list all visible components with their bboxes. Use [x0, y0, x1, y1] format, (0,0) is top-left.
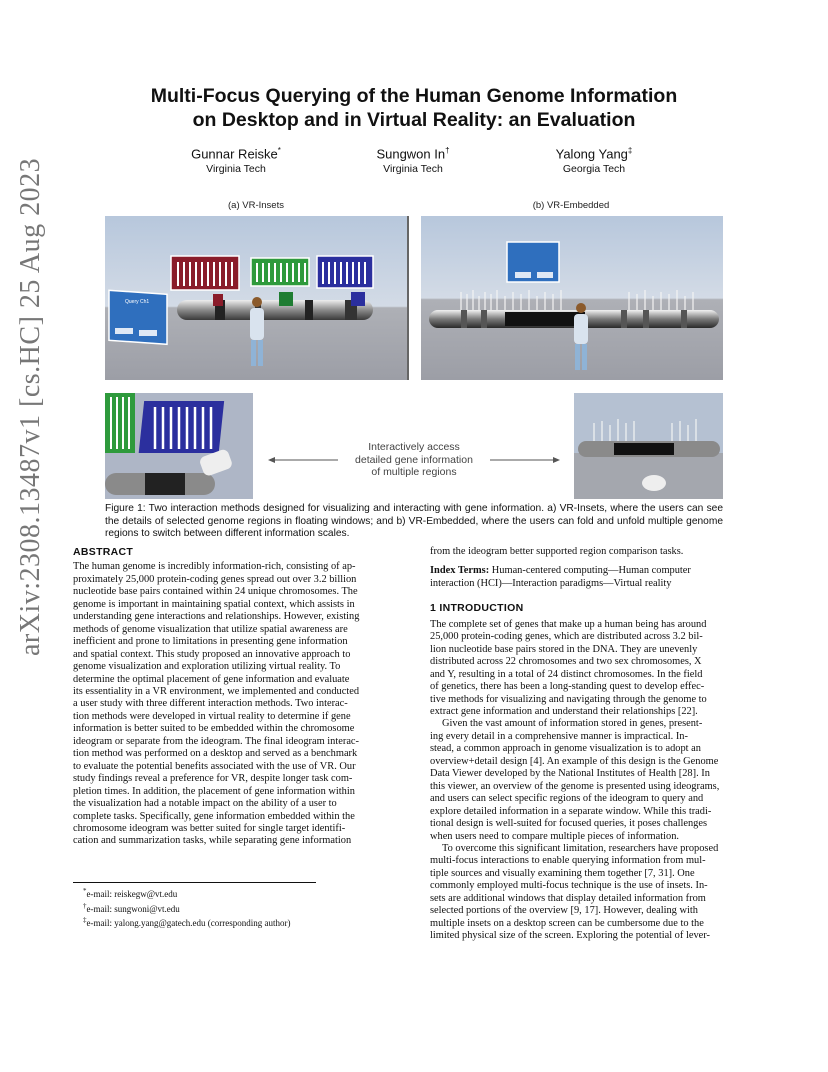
author-affiliation: Georgia Tech — [562, 163, 626, 176]
footnote-text: e-mail: yalong.yang@gatech.edu (corresponding author) — [86, 918, 291, 928]
info-window-title: Query Ch1 — [125, 299, 150, 305]
text-line: its essentiality in a VR environment, we implemented and conducted — [73, 685, 360, 697]
text-line: genome is important in maintaining spatial context, which assists in — [73, 598, 355, 610]
text-line: Given the vast amount of information stored in genes, present- — [442, 718, 703, 730]
intro-paragraph-3 — [430, 843, 756, 943]
text-line: distributed across 22 chromosomes and two sex chromosomes, X — [430, 656, 702, 668]
text-line: lion nucleotide base pairs stored in the DNA. They are unevenly — [430, 643, 698, 655]
text-line: proximately 25,000 protein-coding genes spread out over 3.2 billion — [73, 573, 357, 585]
index-terms-label: Index Terms: — [430, 565, 490, 577]
vr-insets-closeup-scene — [105, 393, 253, 499]
text-line: cation and summarization tasks, while separating gene information — [73, 835, 352, 847]
text-line: the visualization had a notable impact on the ability of a user to — [73, 798, 337, 810]
text-line: genome visualization and exploration utilizing virtual reality. To — [73, 661, 341, 673]
abstract-body — [73, 561, 402, 847]
introduction-heading: 1 INTRODUCTION — [430, 602, 524, 615]
text-line: The complete set of genes that make up a human being has around — [430, 618, 707, 630]
footnote-1 — [83, 886, 403, 901]
vr-embedded-panel — [421, 216, 723, 380]
author-name: Gunnar Reiske — [191, 146, 278, 162]
author-affiliation: Virginia Tech — [383, 163, 443, 176]
author-mark: ‡ — [627, 146, 633, 155]
author-name: Sungwon In — [376, 146, 446, 162]
footnote-text: e-mail: reiskegw@vt.edu — [86, 889, 178, 899]
panel-divider — [407, 216, 409, 380]
text-line: complete tasks. Specifically, gene information embedded within the — [73, 810, 355, 822]
info-window-b — [507, 242, 559, 282]
footnote-2 — [83, 901, 403, 916]
author-affiliation: Virginia Tech — [206, 163, 266, 176]
text-line: Data Viewer developed by the National Institutes of Health [28]. In — [430, 768, 710, 780]
title-line-2: on Desktop and in Virtual Reality: an Evaluation — [192, 109, 636, 131]
text-line: chromosome ideogram was better suited for single target identifi- — [73, 822, 346, 834]
footnote-rule — [73, 882, 316, 883]
text-line: of genetics, there has been a long-standing quest to develop effec- — [430, 681, 705, 693]
text-line: ing every detail in a comprehensive manner is impractical. In- — [430, 730, 688, 742]
author-mark: * — [277, 146, 281, 155]
right-column — [430, 546, 756, 943]
vr-embedded-closeup-scene — [574, 393, 723, 499]
annotation-line-1: Interactively access — [368, 441, 460, 453]
text-line: understanding gene interactions and relationships. However, existing — [73, 611, 360, 623]
text-line: a user study with three different interaction methods. Two interac- — [73, 698, 348, 710]
abstract-continued: from the ideogram better supported region comparison tasks. — [430, 546, 684, 557]
vr-insets-scene — [105, 216, 407, 380]
text-line: methods of genome visualization that utilize spatial awareness are — [73, 623, 348, 635]
text-line: tiple sources and visually examining them together [7, 31]. One — [430, 867, 695, 879]
index-terms-line-1: Human-centered computing—Human computer — [489, 565, 691, 577]
info-window — [109, 290, 167, 344]
text-line: commonly employed multi-focus technique is the use of insets. In- — [430, 880, 708, 892]
text-line: nucleotide base pairs contained within 24 unique chromosomes. The — [73, 586, 358, 598]
text-line: inefficient and prone to limitations in presenting gene information — [73, 636, 348, 648]
text-line: determine the optimal placement of gene information and evaluate — [73, 673, 350, 685]
text-line: selected portions of the overview [9, 17]. However, dealing with — [430, 905, 698, 917]
abstract-heading: ABSTRACT — [73, 546, 134, 558]
text-line: The human genome is incredibly information-rich, consisting of ap- — [73, 561, 356, 573]
text-line: information is better suited to be embedded within the chromosome — [73, 723, 355, 735]
text-line: and users can select specific regions of the ideogram to query and — [430, 793, 704, 805]
text-line: to evaluate the potential benefits associated with the use of VR. Our — [73, 760, 356, 772]
figure-caption: Figure 1: Two interaction methods designed for visualizing and interacting with gene information. a) VR-Insets, where the users can see the details of selected genome regions in floating windows; and b) VR-Embedded, where the users can fold and unfold multiple genome regions to switch between different information scales. — [105, 503, 723, 539]
paper-title — [120, 84, 708, 132]
index-terms-line-2: interaction (HCI)—Interaction paradigms—Virtual reality — [430, 577, 672, 589]
subfigure-a-label: (a) VR-Insets — [228, 200, 284, 211]
footnote-mark: † — [83, 901, 87, 910]
text-line: and spatial context. This study proposed an innovative approach to — [73, 648, 351, 660]
title-line-1: Multi-Focus Querying of the Human Genome Information — [150, 85, 678, 107]
text-line: overview+detail design [4]. An example of this design is the Genome — [430, 755, 719, 767]
footnote-3 — [83, 915, 403, 930]
author-3 — [494, 143, 694, 176]
intro-paragraph-2 — [430, 718, 756, 843]
vr-insets-closeup — [105, 393, 253, 499]
text-line: limited physical size of the screen. Exploring the potential of lever- — [430, 930, 710, 942]
annotation-line-2: detailed gene information — [355, 453, 473, 466]
vr-embedded-scene — [421, 216, 723, 380]
footnote-text: e-mail: sungwoni@vt.edu — [86, 903, 180, 914]
text-line: study findings reveal a preference for VR, despite longer task com- — [73, 773, 353, 785]
arxiv-side-stamp: arXiv:2308.13487v1 [cs.HC] 25 Aug 2023 — [15, 157, 46, 656]
text-line: To overcome this significant limitation, researchers have proposed — [442, 842, 719, 854]
text-line: pletion times. In addition, the placement of gene information within — [73, 785, 355, 797]
text-line: tion method was performed on a desktop and served as a benchmark — [73, 748, 358, 760]
author-1 — [136, 143, 336, 176]
text-line: 25,000 protein-coding genes, which are distributed across 3.2 bil- — [430, 631, 703, 643]
text-line: stead, a common approach in genome visualization is to adopt an — [430, 743, 701, 755]
footnote-mark: * — [83, 887, 87, 895]
text-line: ideogram or separate from the ideogram. The final ideogram interac- — [73, 735, 360, 747]
text-line: tion methods were developed in virtual reality to determine if gene — [73, 710, 351, 722]
annotation-line-3: of multiple regions — [371, 466, 457, 478]
author-mark: † — [445, 146, 450, 155]
text-line: and Y, resulting in a total of 24 distinct chromosomes. In the field — [430, 668, 703, 680]
text-line: tional design is well-suited for focused queries, it poses challenges — [430, 818, 708, 830]
text-line: multiple insets on a desktop screen can be cumbersome due to the — [430, 917, 704, 929]
text-line: explore detailed information in a separate window. While this tradi- — [430, 805, 712, 817]
vr-embedded-closeup — [574, 393, 723, 499]
red-inset-window — [171, 256, 239, 290]
text-line: tive methods for visualizing and navigating through the genome to — [430, 693, 707, 705]
vr-insets-panel — [105, 216, 407, 380]
center-annotation — [268, 440, 560, 480]
text-line: multi-focus interactions to enable querying information from mul- — [430, 855, 706, 867]
text-line: this viewer, an overview of the genome is presented using ideograms, — [430, 780, 720, 792]
index-terms — [430, 565, 756, 590]
intro-paragraph-1 — [430, 619, 756, 719]
left-column — [73, 546, 402, 848]
author-2 — [313, 143, 513, 176]
footnotes — [83, 886, 403, 930]
footnote-mark: ‡ — [83, 916, 87, 924]
author-name: Yalong Yang — [555, 146, 628, 162]
text-line: extract gene information and understand their relationships [22]. — [430, 705, 698, 717]
subfigure-b-label: (b) VR-Embedded — [532, 200, 610, 211]
text-line: when users need to compare multiple pieces of information. — [430, 830, 680, 842]
text-line: sets are additional windows that display detailed information from — [430, 892, 706, 904]
blue-inset-window — [317, 256, 373, 288]
green-inset-window — [251, 258, 309, 286]
